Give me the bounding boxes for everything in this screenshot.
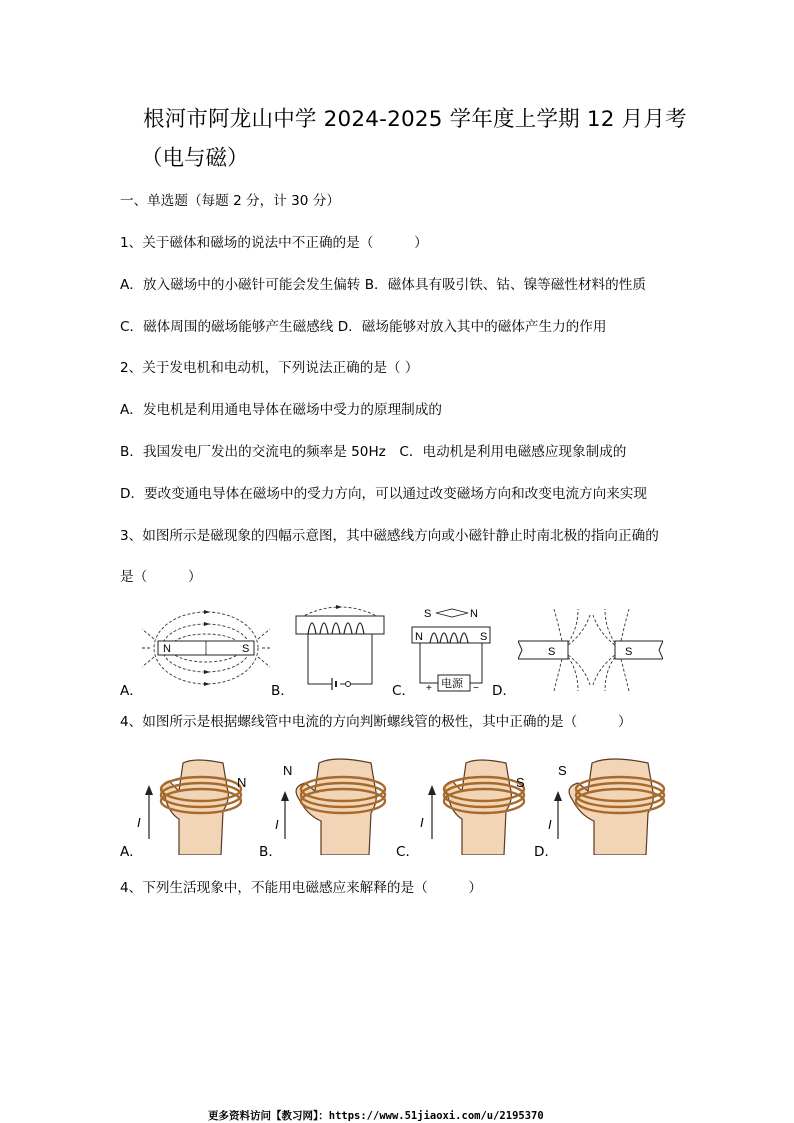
q3-figure-d (518, 603, 663, 693)
q3-stem-line2: 是（ ） (120, 569, 202, 585)
q3c-core-s: S (480, 631, 488, 643)
q4b-current: I (275, 817, 279, 832)
q1-options-ab: A．放入磁场中的小磁针可能会发生偏转 B．磁体具有吸引铁、钴、镍等磁性材料的性质 (120, 277, 646, 293)
q2-option-d: D．要改变通电导体在磁场中的受力方向，可以通过改变磁场方向和改变电流方向来实现 (120, 486, 648, 502)
footer-link[interactable]: 更多资料访问【教习网】：https://www.51jiaoxi.com/u/2195370 (208, 1110, 544, 1122)
q1-options-cd: C．磁体周围的磁场能够产生磁感线 D．磁场能够对放入其中的磁体产生力的作用 (120, 319, 607, 335)
q4c-current: I (420, 815, 424, 830)
q3-figure-a (140, 603, 272, 693)
q4-figure-d (548, 755, 673, 855)
q3-stem-line1: 3、如图所示是磁现象的四幅示意图，其中磁感线方向或小磁针静止时南北极的指向正确的 (120, 528, 659, 544)
q4d-current: I (548, 817, 552, 832)
q4-label-c: C． (396, 844, 420, 860)
q3-label-b: B． (271, 683, 294, 699)
q3c-plus: + (426, 683, 432, 693)
q3a-n-pole: N (163, 643, 171, 655)
q4-label-a: A． (120, 844, 143, 860)
q3d-left-s: S (548, 646, 556, 658)
q3c-power-source: 电源 (441, 678, 463, 690)
page-title: 根河市阿龙山中学 2024-2025 学年度上学期 12 月月考 (143, 107, 687, 132)
q2-option-a: A．发电机是利用通电导体在磁场中受力的原理制成的 (120, 402, 442, 418)
q3c-core-n: N (415, 631, 423, 643)
q4-figure-b (275, 755, 395, 855)
q4-label-b: B． (259, 844, 282, 860)
q2-stem: 2、关于发电机和电动机，下列说法正确的是（ ） (120, 360, 419, 376)
q3-label-c: C． (392, 683, 416, 699)
q4-stem: 4、如图所示是根据螺线管中电流的方向判断螺线管的极性，其中正确的是（ ） (120, 714, 632, 730)
q5-stem: 4、下列生活现象中，不能用电磁感应来解释的是（ ） (120, 880, 483, 896)
q4-figure-a (135, 757, 247, 855)
q3-figure-c (410, 603, 495, 693)
q4a-pole: N (237, 775, 247, 790)
q4d-pole: S (558, 763, 567, 778)
q4a-current: I (137, 815, 141, 830)
q3-figure-b (290, 598, 390, 693)
q3d-right-s: S (625, 646, 633, 658)
q3-label-a: A． (120, 683, 143, 699)
q2-options-bc: B．我国发电厂发出的交流电的频率是 50Hz C．电动机是利用电磁感应现象制成的 (120, 444, 627, 460)
q4b-pole: N (283, 763, 293, 778)
section-heading: 一、单选题（每题 2 分，计 30 分） (120, 193, 340, 209)
q4-label-d: D． (534, 844, 559, 860)
q1-stem: 1、关于磁体和磁场的说法中不正确的是（ ） (120, 235, 428, 251)
q3c-needle-s: S (424, 608, 432, 620)
q4c-pole: S (516, 775, 525, 790)
q3-label-d: D． (492, 683, 517, 699)
q3c-minus: − (473, 683, 479, 693)
q4-figure-c (418, 757, 530, 855)
page-subtitle: （电与磁） (141, 146, 249, 171)
q3a-s-pole: S (242, 643, 250, 655)
q3c-needle-n: N (470, 608, 478, 620)
